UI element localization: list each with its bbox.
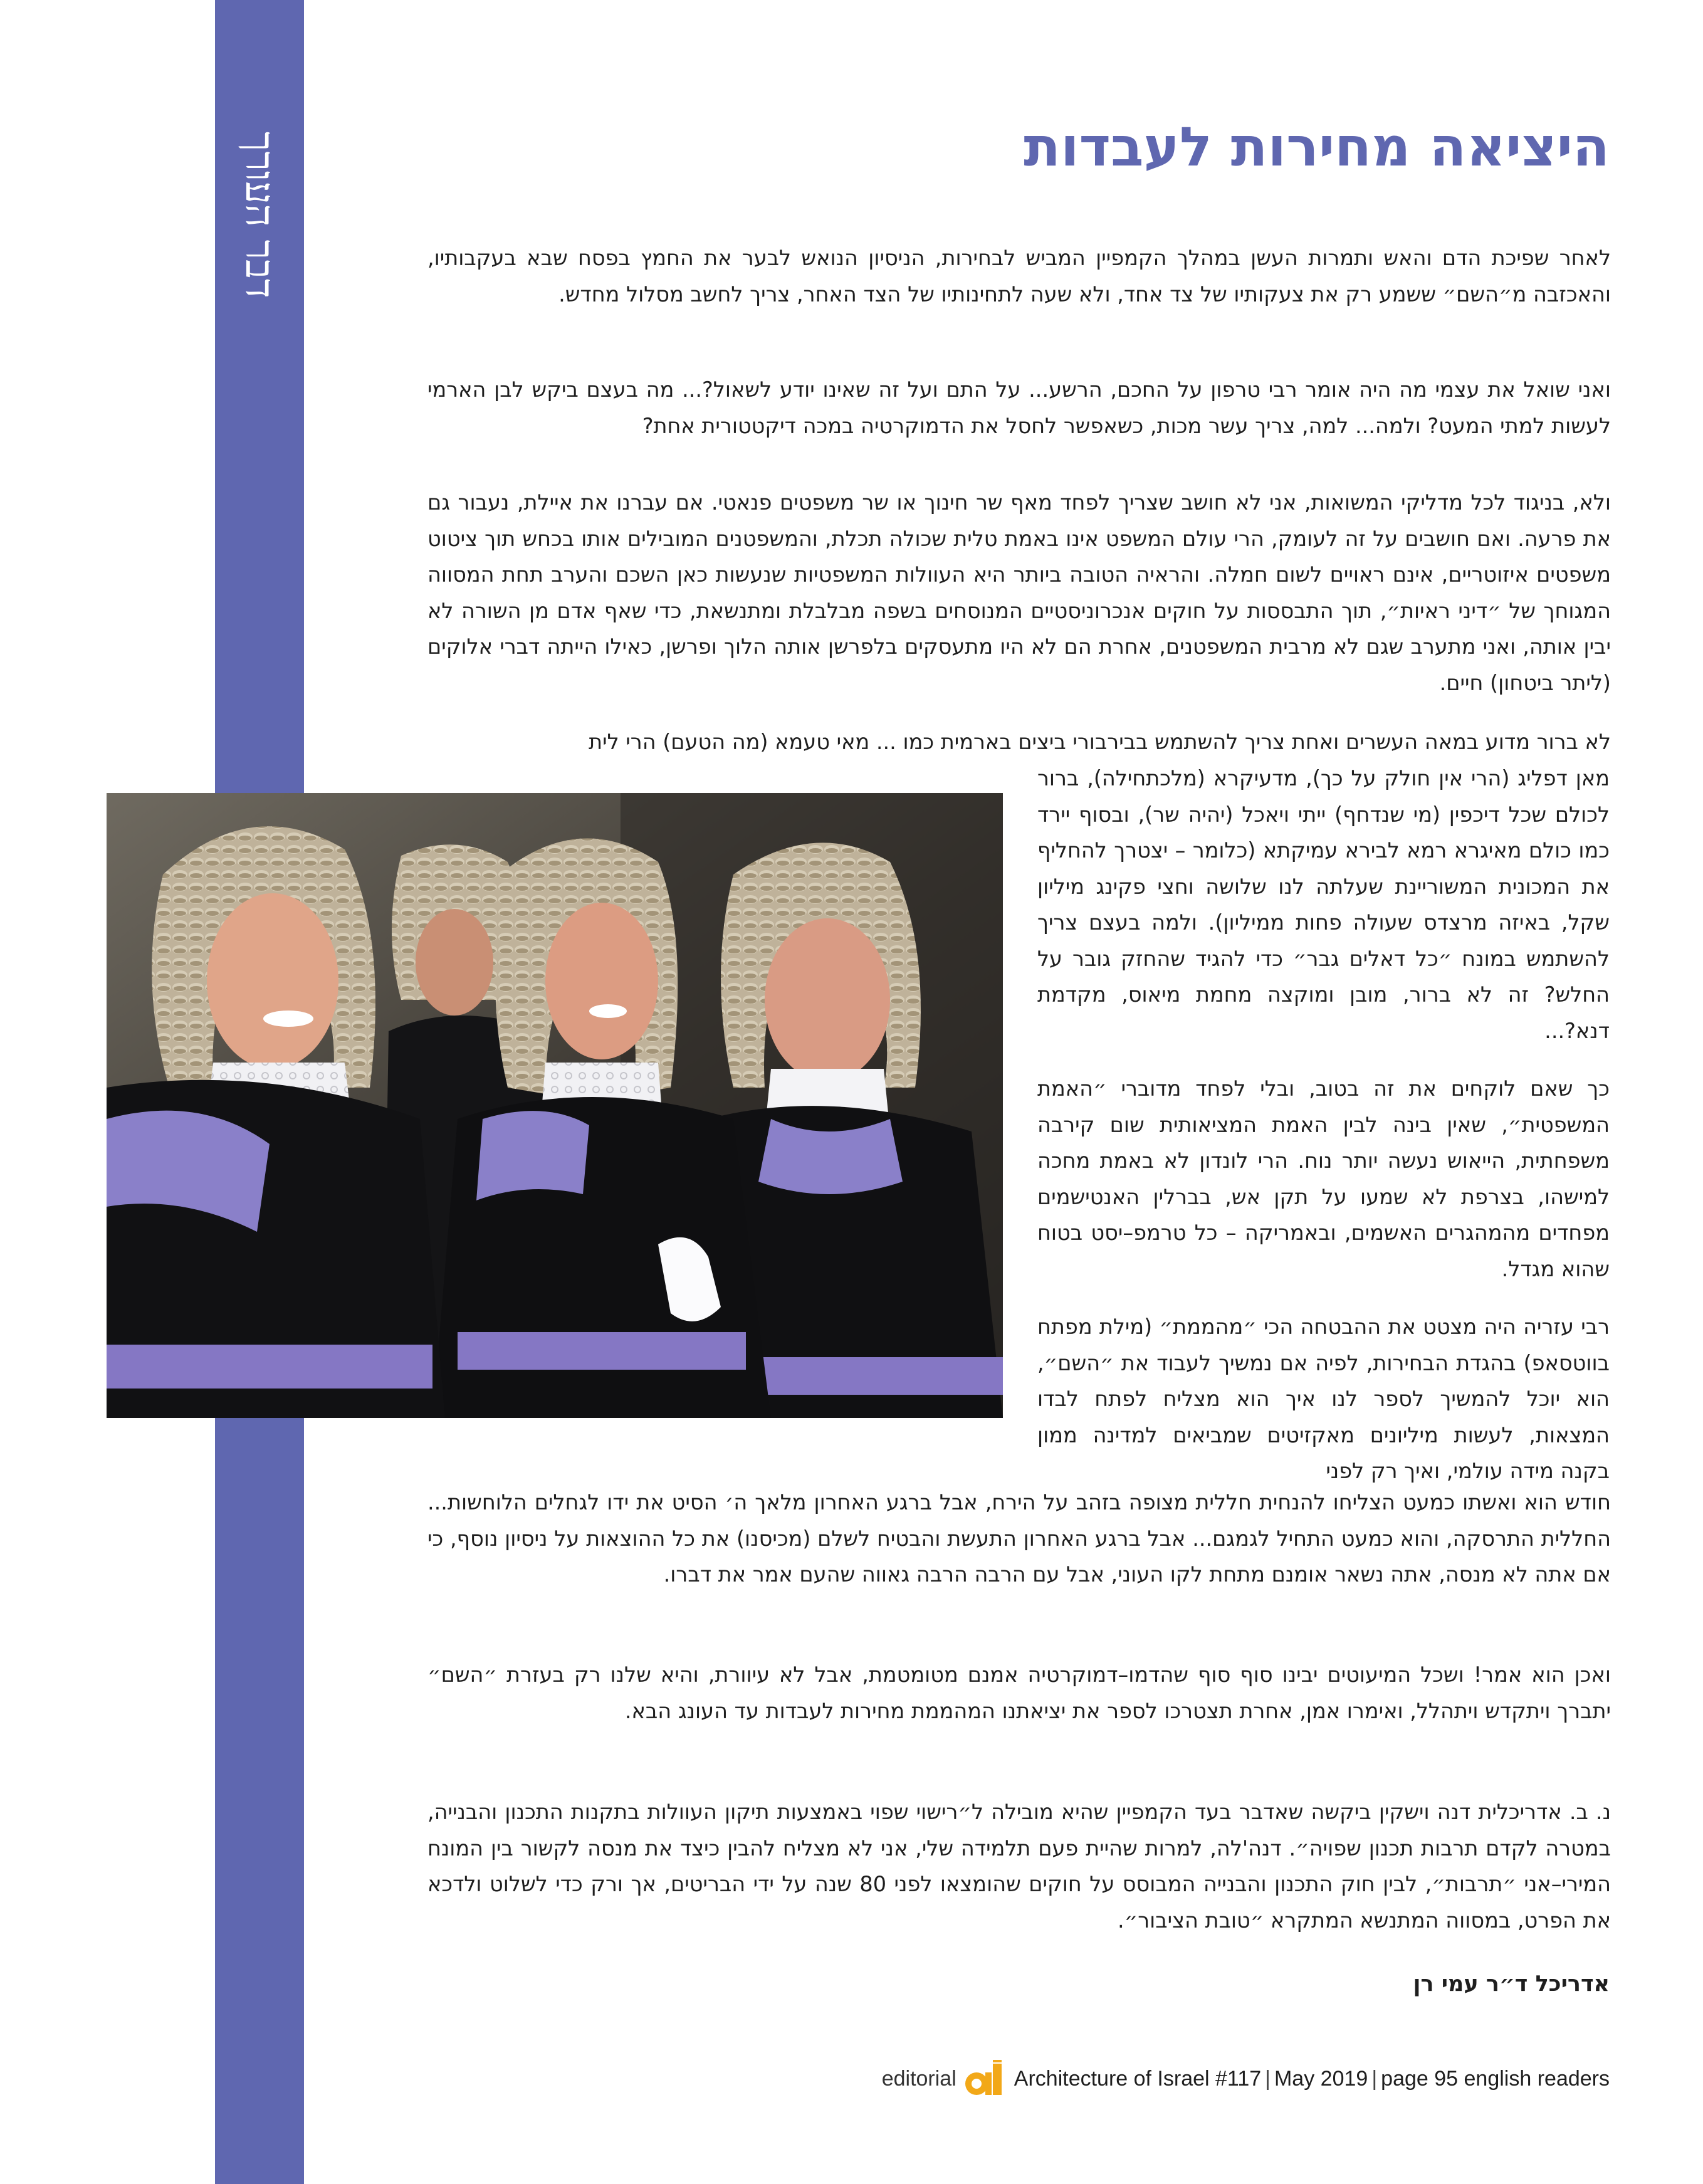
footer-publication: Architecture of Israel #117 <box>1014 2067 1262 2091</box>
paragraph-2: ואני שואל את עצמי מה היה אומר רבי טרפון על החכם, הרשע... על התם ועל זה שאינו יודע לשאול?... מה בעצם ביקש לבן הארמי לעשות למתי המעט? ולמה... למה, צריך עשר מכות, כשאפשר לחסל את הדמוקרטיה במכה דיקטטורית אחת? <box>427 377 1611 438</box>
paragraph-8: נ. ב. אדריכלית דנה וישקין ביקשה שאדבר בעד הקמפיין שהיא מובילה ל״רישוי שפוי באמצעות תיקון העוולות בתקנות התכנון והבנייה, במטרה לקדם תרבות תכנון שפויה״. דנה'לה, למרות שהיית פעם תלמידה שלי, אני לא מצליח להבין כיצד את מנסה לקשור בין המונח המירי–אני ״תרבות״, לבין חוק התכנון והבנייה המבוסס על חוקים שהומצאו לפני 80 שנה על ידי הבריטים, אך ורק כדי לשלוט ולדכא את הפרט, במסווה המתנשא המתקרא ״טובת הציבור״. <box>427 1800 1611 1933</box>
footer-date: May 2019 <box>1274 2067 1368 2091</box>
judges-photo <box>107 793 1003 1418</box>
author-signature: אדריכל ד״ר עמי רן <box>1413 1971 1610 1997</box>
ai-logo-icon <box>963 2060 1004 2097</box>
paragraph-3: ולא, בניגוד לכל מדליקי המשואות, אני לא חושב שצריך לפחד מאף שר חינוך או שר משפטים פנאטי. אם עברנו את איילת, נעבור גם את פרעה. ואם חושבים על זה לעומק, הרי עולם המשפט אינו באמת טלית שכולה תכלת, והמשפטנים המובילים אותו בכחש תוך ציטוט משפטים איזוטריים, אינם ראויים לשום חמלה. והראיה הטובה ביותר היא העוולות המשפטיות שנעשות כאן השכם והערב תחת המסווה המגוחך של ״דיני ראיות״, תוך התבססות על חוקים אנכרוניסטיים המנוסחים בשפה מבלבלת ומתנשאת, כדי שאף אדם מן השורה לא יבין אותה, ואני מתערב שגם לא מרבית המשפטנים, אחרת הם לא היו מתעסקים בלפרשן אותה הלוך ופרשן, כאילו הייתה דברי אלוקים (ליתר ביטחון) חיים. <box>427 490 1611 695</box>
paragraph-1: לאחר שפיכת הדם והאש ותמרות העשן במהלך הקמפיין המביש לבחירות, הניסיון הנואש לבער את החמץ בפסח שבא בעקבותיו, והאכזבה מ״השם״ ששמע רק את צעקותיו של צד אחד, ולא שעה לתחינותיו של הצד האחר, צריך לחשב מסלול מחדש. <box>427 246 1611 307</box>
article-title: היציאה מחירות לעבדות <box>1024 116 1610 179</box>
paragraph-6-wrapped: רבי עזריה היה מצטט את ההבטחה הכי ״מהממת״ (מילת מפתח בווטסאפ) בהגדת הבחירות, לפיה אם נמשיך לעבוד את ״השם״, הוא יוכל להמשיך לספר לנו איך הוא מצליח לפתח לבדו המצאות, לעשות מיליונים מאקזיטים שמביאים למדינה ממון בקנה מידה עולמי, ואיך רק לפני <box>1037 1315 1610 1483</box>
page-footer: editorial Architecture of Israel #117 | May 2019 | page 95 english readers <box>815 2055 1610 2100</box>
paragraph-7: ואכן הוא אמר! ושכל המיעוטים יבינו סוף סוף שהדמו–דמוקרטיה אמנם מטומטמת, אבל לא עיוורת, והיא שלנו רק בעזרת ״השם״ יתברך ויתקדש ויתהלל, ואימרו אמן, אחרת תצטרכו לספר את יציאתנו המהממת מחירות לעבדות עד העונג הבא. <box>427 1662 1611 1723</box>
paragraph-5: כך שאם לוקחים את זה בטוב, ובלי לפחד מדוברי ״האמת המשפטית״, שאין בינה לבין האמת המציאותית שום קירבה משפחתית, הייאוש נעשה יותר נוח. הרי לונדון לא באמת מחכה למישהו, בצרפת לא שמעו על תקן אש, בברלין האנטישמים מפחדים מהמהגרים האשמים, ובאמריקה – כל טרמפ–יסט בטוח שהוא מגדל. <box>1037 1076 1610 1281</box>
footer-section: editorial <box>881 2067 956 2091</box>
paragraph-6-continued: חודש הוא ואשתו כמעט הצליחו להנחית חללית מצופה בזהב על הירח, אבל ברגע האחרון מלאך ה׳ הסיט את ידו לגחלים הלוחשות... החללית התרסקה, והוא כמעט התחיל לגמגם... אבל ברגע האחרון התעשת והבטיח לשלם (מכיסנו) את כל ההוצאות על ניסיון נוסף, כי אם אתה לא מנסה, אתה נשאר אומנם מתחת לקו העוני, אבל עם הרבה הרבה גאווה שהעם אמר את דברו. <box>427 1490 1611 1587</box>
footer-english-readers-link[interactable]: english readers <box>1464 2067 1610 2091</box>
paragraph-4-first-line: לא ברור מדוע במאה העשרים ואחת צריך להשתמש בבירבורי ביצים בארמית כמו ... מאי טעמא (מה הטעם) הרי לית <box>589 730 1611 754</box>
paragraph-4-body: מאן דפליג (הרי אין חולק על כך), מדעיקרא (מלכתחילה), ברור לכולם שכל דיכפין (מי שנדחף) ייתי ויאכל (יהיה שר), ובסוף יירד כמו כולם מאיגרא רמא לבירא עמיקתא (כלומר – יצטרך להחליף את המכונית המשוריינת שעלתה לנו שלושה וחצי פקינג מיליון שקל, באיזה מרצדס שעולה פחות ממיליון). ולמה בעצם צריך להשתמש במונח ״כל דאלים גבר״ כדי להגיד שהחזק גובר על החלש? זה לא ברור, מובן ומוקצה מחמת מיאוס, מקדמת דנא?... <box>1037 766 1610 1043</box>
section-label: דבר העורך <box>236 132 283 298</box>
footer-page: page 95 <box>1381 2067 1459 2091</box>
